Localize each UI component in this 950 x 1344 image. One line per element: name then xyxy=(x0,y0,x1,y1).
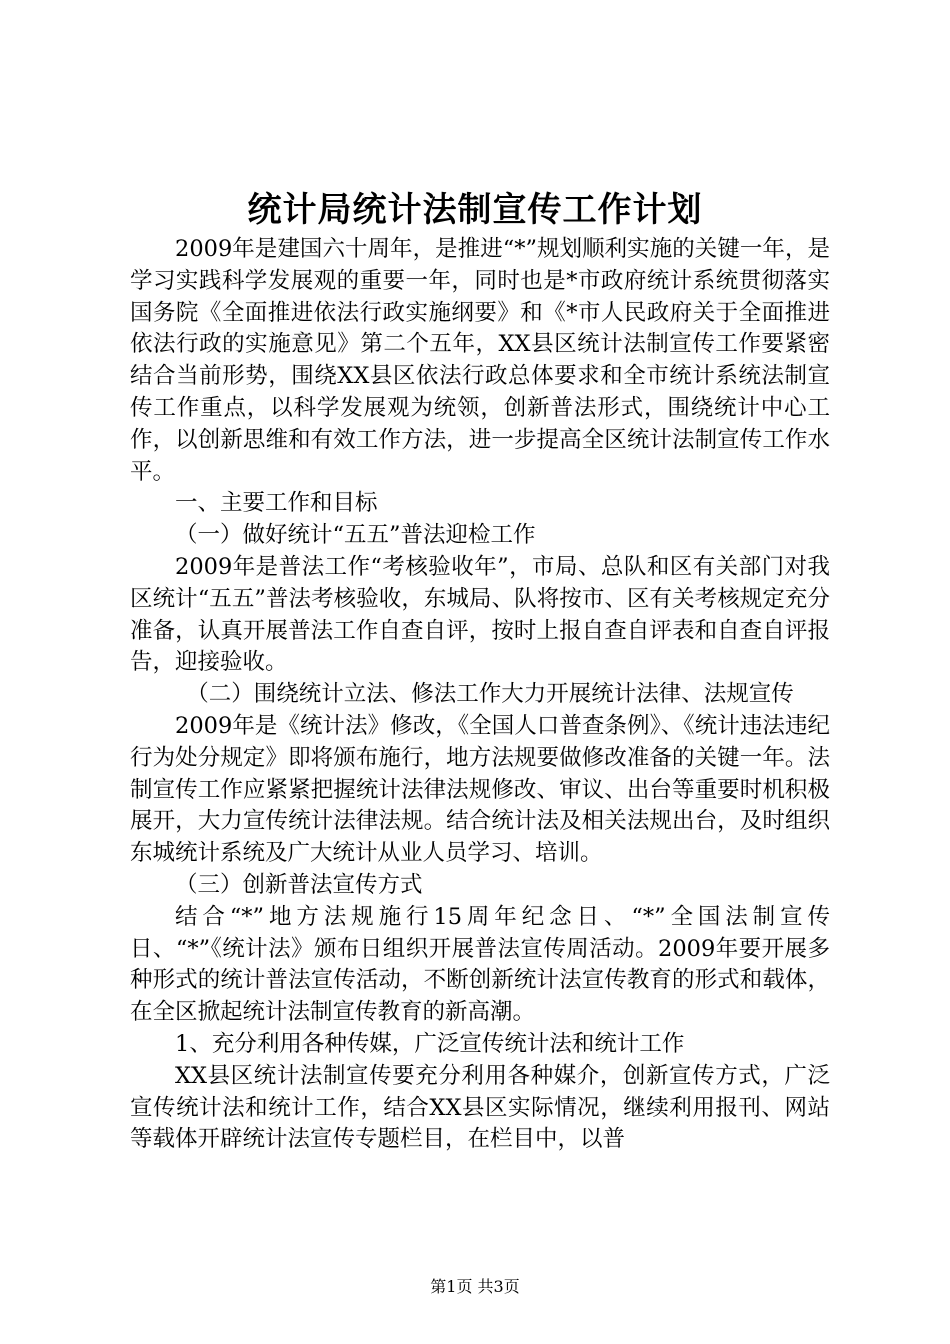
body-paragraph: 2009年是普法工作“考核验收年”，市局、总队和区有关部门对我区统计“五五”普法考核验收，东城局、队将按市、区有关考核规定充分准备，认真开展普法工作自查自评，按时上报自查自评表和自查自评报告，迎接验收。 xyxy=(130,553,830,676)
page-footer: 第1页 共3页 xyxy=(430,1277,520,1296)
body-paragraph: 1、充分利用各种传媒，广泛宣传统计法和统计工作 xyxy=(175,1030,685,1057)
body-paragraph: 2009年是《统计法》修改，《全国人口普查条例》、《统计违法违纪行为处分规定》即将颁布施行，地方法规要做修改准备的关键一年。法制宣传工作应紧紧把握统计法律法规修改、审议、出台等重要时机积极展开，大力宣传统计法律法规。结合统计法及相关法规出台，及时组织东城统计系统及广大统计从业人员学习、培训。 xyxy=(130,712,830,867)
body-paragraph: 一、主要工作和目标 xyxy=(175,490,378,517)
body-paragraph: （一）做好统计“五五”普法迎检工作 xyxy=(175,522,536,549)
document-title: 统计局统计法制宣传工作计划 xyxy=(247,190,703,230)
body-paragraph: （二）围绕统计立法、修法工作大力开展统计法律、法规宣传 xyxy=(186,681,794,708)
body-paragraph: 2009年是建国六十周年，是推进“*”规划顺利实施的关键一年，是学习实践科学发展观的重要一年，同时也是*市政府统计系统贯彻落实国务院《全面推进依法行政实施纲要》和《*市人民政府关于全面推进依法行政的实施意见》第二个五年，XX县区统计法制宣传工作要紧密结合当前形势，围绕XX县区依法行政总体要求和全市统计系统法制宣传工作重点，以科学发展观为统领，创新普法形式，围绕统计中心工作，以创新思维和有效工作方法，进一步提高全区统计法制宣传工作水平。 xyxy=(130,236,830,485)
body-paragraph: （三）创新普法宣传方式 xyxy=(175,871,423,898)
body-paragraph: 结合“*”地方法规施行15周年纪念日、“*”全国法制宣传日、“*”《统计法》颁布日组织开展普法宣传周活动。2009年要开展多种形式的统计普法宣传活动，不断创新统计法宣传教育的形式和载体，在全区掀起统计法制宣传教育的新高潮。 xyxy=(130,903,830,1026)
body-paragraph: XX县区统计法制宣传要充分利用各种媒介，创新宣传方式，广泛宣传统计法和统计工作，结合XX县区实际情况，继续利用报刊、网站等载体开辟统计法宣传专题栏目，在栏目中，以普 xyxy=(130,1062,830,1153)
document-body xyxy=(130,234,830,1156)
